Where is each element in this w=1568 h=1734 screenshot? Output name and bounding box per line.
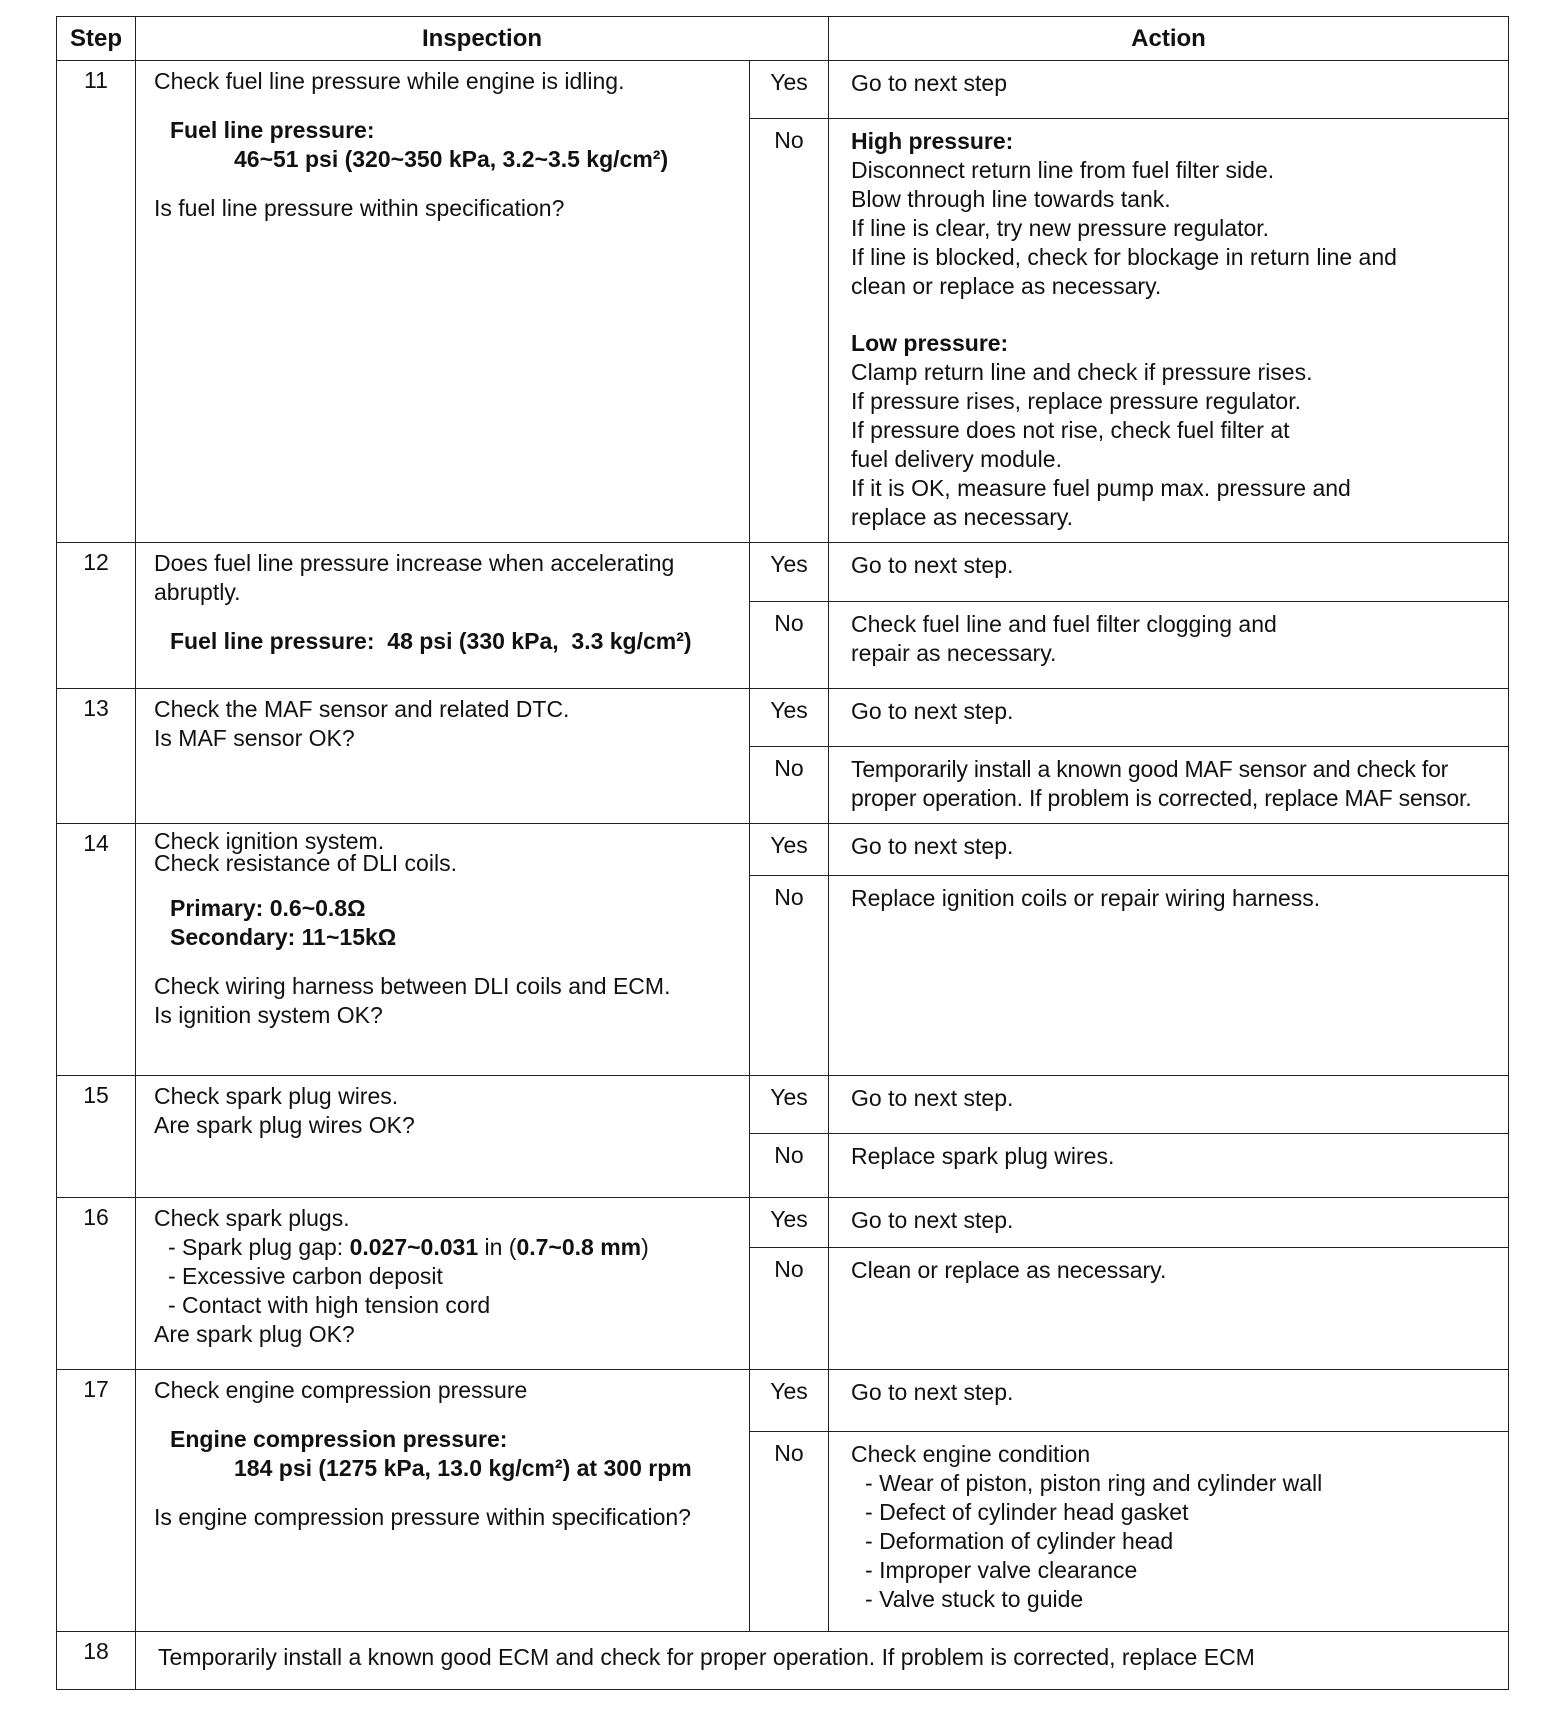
yes-action	[829, 1370, 1509, 1432]
yes-label: Yes	[750, 1076, 829, 1134]
action-line: If line is blocked, check for blockage in return line and	[851, 244, 1397, 270]
action-line: proper operation. If problem is corrected, replace MAF sensor.	[851, 785, 1472, 811]
action-line: Check engine condition	[851, 1441, 1091, 1467]
no-label: No	[750, 876, 829, 1076]
inspection-cell	[136, 689, 750, 824]
inspection-cell	[136, 1076, 750, 1198]
inspection-line: Check engine compression pressure	[154, 1377, 528, 1403]
spec-value: 46~51 psi (320~350 kPa, 3.2~3.5 kg/cm²)	[234, 146, 669, 172]
yes-label: Yes	[750, 824, 829, 876]
action-line: replace as necessary.	[851, 504, 1074, 530]
step-number: 11	[57, 61, 136, 543]
step-15-yes-row	[57, 1076, 1509, 1134]
action-line: Replace ignition coils or repair wiring harness.	[851, 885, 1321, 911]
action-heading: High pressure:	[851, 128, 1014, 154]
step-number: 12	[57, 543, 136, 689]
action-line: repair as necessary.	[851, 640, 1057, 666]
action-line: If line is clear, try new pressure regulator.	[851, 215, 1270, 241]
action-line: Temporarily install a known good MAF sensor and check for	[851, 756, 1449, 782]
inspection-line: Check spark plug wires.	[154, 1083, 399, 1109]
spec-value: Primary: 0.6~0.8Ω	[170, 895, 366, 921]
header-step: Step	[57, 17, 136, 61]
no-action	[829, 1134, 1509, 1198]
action-bullet: - Improper valve clearance	[865, 1557, 1138, 1583]
step-number: 13	[57, 689, 136, 824]
action-line: Go to next step.	[851, 1207, 1014, 1233]
spec-label: Fuel line pressure:	[170, 117, 375, 143]
yes-action	[829, 1076, 1509, 1134]
action-bullet: - Deformation of cylinder head	[865, 1528, 1174, 1554]
no-label: No	[750, 119, 829, 543]
inspection-line: Check wiring harness between DLI coils and ECM.	[154, 973, 671, 999]
action-line: Go to next step.	[851, 833, 1014, 859]
step-13-yes-row	[57, 689, 1509, 747]
action-line: Replace spark plug wires.	[851, 1143, 1115, 1169]
action-line: Clamp return line and check if pressure rises.	[851, 359, 1313, 385]
spec-value: 184 psi (1275 kPa, 13.0 kg/cm²) at 300 rpm	[234, 1455, 692, 1481]
no-action	[829, 1432, 1509, 1632]
action-line: Go to next step.	[851, 1085, 1014, 1111]
inspection-cell	[136, 824, 750, 1076]
step-number: 17	[57, 1370, 136, 1632]
no-action	[829, 876, 1509, 1076]
yes-action	[829, 61, 1509, 119]
action-line: If pressure rises, replace pressure regulator.	[851, 388, 1301, 414]
inspection-question: Is fuel line pressure within specification?	[154, 195, 565, 221]
action-line: Go to next step.	[851, 698, 1014, 724]
step-17-yes-row	[57, 1370, 1509, 1432]
inspection-line: Check fuel line pressure while engine is idling.	[154, 68, 625, 94]
action-line: Go to next step.	[851, 1379, 1014, 1405]
yes-label: Yes	[750, 689, 829, 747]
inspection-bullet: - Spark plug gap: 0.027~0.031 in (0.7~0.8 mm)	[168, 1234, 649, 1260]
no-action	[829, 1248, 1509, 1370]
action-bullet: - Defect of cylinder head gasket	[865, 1499, 1189, 1525]
no-label: No	[750, 1248, 829, 1370]
step-number: 14	[57, 824, 136, 1076]
inspection-question: Are spark plug OK?	[154, 1321, 355, 1347]
step-18-row	[57, 1632, 1509, 1690]
step-number: 18	[57, 1632, 136, 1690]
action-line: Go to next step.	[851, 552, 1014, 578]
final-action: Temporarily install a known good ECM and check for proper operation. If problem is corrected, replace ECM	[136, 1632, 1509, 1690]
inspection-cell	[136, 1370, 750, 1632]
no-label: No	[750, 1432, 829, 1632]
inspection-line: abruptly.	[154, 579, 241, 605]
yes-action	[829, 1198, 1509, 1248]
yes-label: Yes	[750, 543, 829, 602]
action-line: Check fuel line and fuel filter clogging and	[851, 611, 1277, 637]
action-bullet: - Wear of piston, piston ring and cylinder wall	[865, 1470, 1323, 1496]
header-action: Action	[829, 17, 1509, 61]
spec-value: Fuel line pressure: 48 psi (330 kPa, 3.3 kg/cm²)	[170, 628, 692, 654]
inspection-line: Check ignition system.	[154, 828, 385, 854]
inspection-line: Is MAF sensor OK?	[154, 725, 355, 751]
yes-label: Yes	[750, 61, 829, 119]
header-inspection: Inspection	[136, 17, 829, 61]
inspection-line: Are spark plug wires OK?	[154, 1112, 415, 1138]
inspection-line: Check spark plugs.	[154, 1205, 350, 1231]
action-line: fuel delivery module.	[851, 446, 1062, 472]
yes-label: Yes	[750, 1370, 829, 1432]
yes-action	[829, 543, 1509, 602]
inspection-bullet: - Excessive carbon deposit	[168, 1263, 443, 1289]
header-row	[57, 17, 1509, 61]
action-line: clean or replace as necessary.	[851, 273, 1162, 299]
inspection-line: Check the MAF sensor and related DTC.	[154, 696, 570, 722]
no-label: No	[750, 1134, 829, 1198]
no-action	[829, 602, 1509, 689]
step-number: 16	[57, 1198, 136, 1370]
step-14-yes-row	[57, 824, 1509, 876]
action-line: Blow through line towards tank.	[851, 186, 1171, 212]
inspection-line: Check resistance of DLI coils.	[154, 850, 457, 876]
yes-action	[829, 824, 1509, 876]
no-action	[829, 119, 1509, 543]
action-line: Clean or replace as necessary.	[851, 1257, 1167, 1283]
inspection-bullet: - Contact with high tension cord	[168, 1292, 491, 1318]
spec-label: Engine compression pressure:	[170, 1426, 508, 1452]
inspection-cell	[136, 1198, 750, 1370]
action-line: Disconnect return line from fuel filter side.	[851, 157, 1275, 183]
action-line: Go to next step	[851, 70, 1007, 96]
inspection-question: Is ignition system OK?	[154, 1002, 383, 1028]
inspection-line: Does fuel line pressure increase when accelerating	[154, 550, 675, 576]
inspection-cell	[136, 61, 750, 543]
yes-label: Yes	[750, 1198, 829, 1248]
inspection-cell	[136, 543, 750, 689]
step-number: 15	[57, 1076, 136, 1198]
inspection-question: Is engine compression pressure within specification?	[154, 1504, 691, 1530]
action-line: If pressure does not rise, check fuel filter at	[851, 417, 1290, 443]
step-11-yes-row	[57, 61, 1509, 119]
action-bullet: - Valve stuck to guide	[865, 1586, 1084, 1612]
action-heading: Low pressure:	[851, 330, 1009, 356]
troubleshooting-table	[56, 16, 1509, 1690]
no-label: No	[750, 747, 829, 824]
step-12-yes-row	[57, 543, 1509, 602]
no-action	[829, 747, 1509, 824]
step-16-yes-row	[57, 1198, 1509, 1248]
spec-value: Secondary: 11~15kΩ	[170, 924, 397, 950]
yes-action	[829, 689, 1509, 747]
action-line: If it is OK, measure fuel pump max. pressure and	[851, 475, 1351, 501]
no-label: No	[750, 602, 829, 689]
